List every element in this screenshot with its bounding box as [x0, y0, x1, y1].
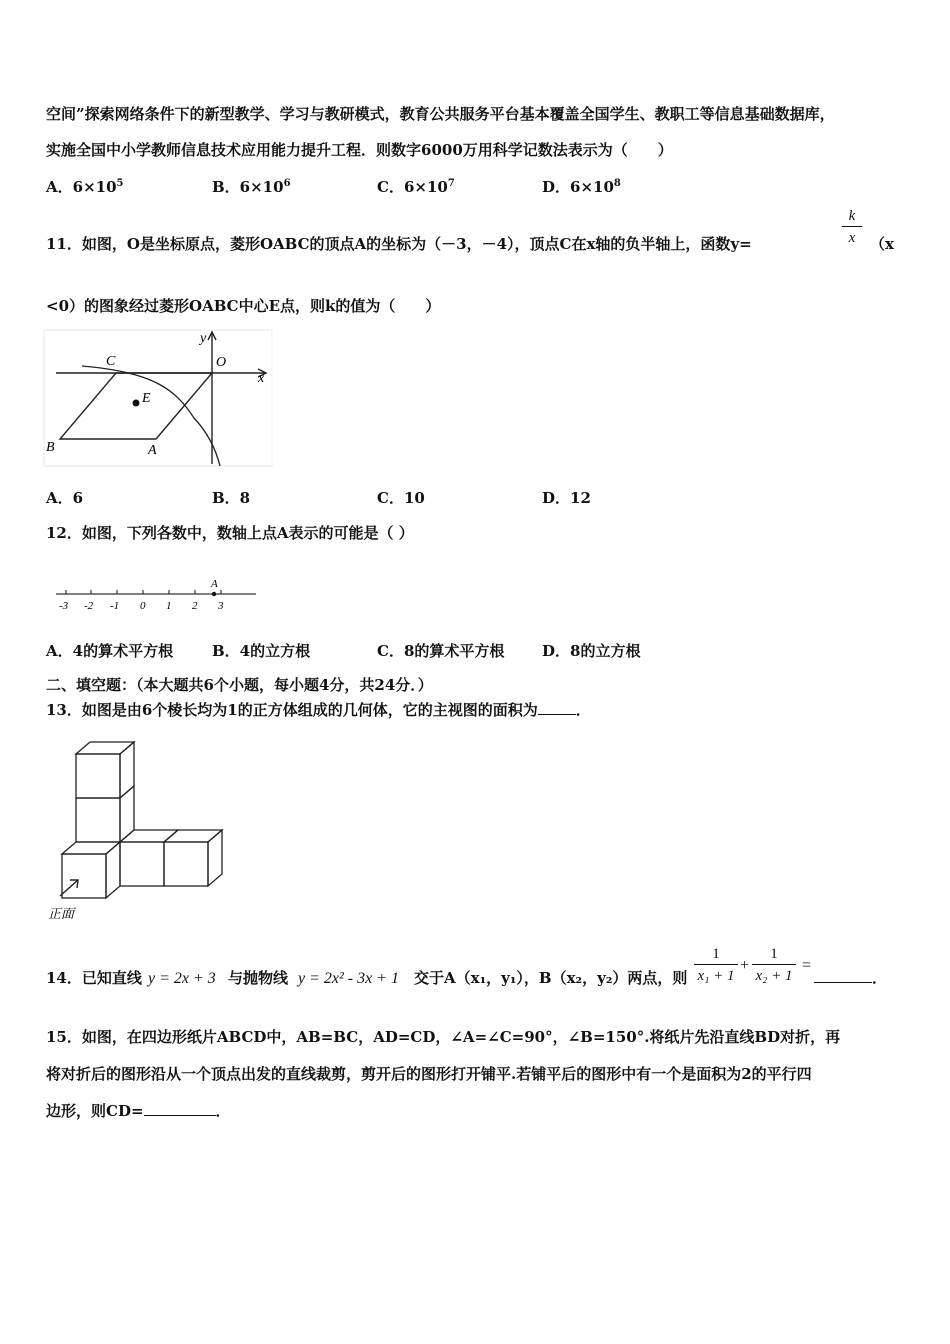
cube-side-face: [106, 842, 120, 898]
q15-line1: 15．如图，在四边形纸片ABCD中，AB=BC，AD=CD，∠A=∠C=90°，∠B=150°.将纸片先沿直线BD对折，再: [46, 1028, 841, 1046]
q14-frac2-den: x₂ + 1: [755, 968, 793, 984]
q15-line3: 边形，则CD= ．: [46, 1102, 231, 1120]
label-y: y: [200, 331, 207, 346]
q10-line1: 空间”探索网络条件下的新型教学、学习与教研模式，教育公共服务平台基本覆盖全国学生、教职工等信息基础数据库，: [46, 105, 835, 123]
cube-side-face: [120, 742, 134, 798]
front-label: 正面: [48, 906, 75, 921]
cube-front-face: [76, 798, 120, 842]
tick-label: -3: [59, 600, 69, 612]
label-o: O: [216, 355, 227, 370]
label-e: E: [142, 391, 151, 406]
q12-option-d: D．8的立方根: [542, 642, 641, 660]
q14-prefix: 14．已知直线: [46, 969, 142, 987]
cube-side-face: [208, 830, 222, 886]
q10-option-b: B．$6\times 10^6$: [212, 178, 291, 196]
q14-frac1-den: x₁ + 1: [697, 968, 735, 984]
cube-front-face: [76, 754, 120, 798]
cube-top-face: [120, 830, 178, 842]
q11-line1: 11．如图，O是坐标原点，菱形OABC的顶点A的坐标为（－3，－4），顶点C在x轴的负半轴上，函数y=: [46, 235, 752, 253]
number-line-tick-labels: [59, 600, 224, 612]
tick-label: 1: [166, 600, 172, 612]
front-arrow: [60, 880, 78, 896]
point-a-label: A: [211, 578, 218, 590]
q14-intersect: 交于A（x₁，y₁），B（x₂，y₂）两点，则: [414, 969, 688, 987]
q14-mid: 与抛物线: [228, 969, 289, 987]
label-a: A: [148, 443, 157, 458]
q13-cube-figure: [46, 740, 226, 926]
q12-option-b: B．4的立方根: [212, 642, 311, 660]
cube-front-face: [164, 842, 208, 886]
tick-label: 3: [218, 600, 224, 612]
q14-frac1-num: 1: [694, 944, 738, 965]
q11-frac-den: x: [848, 230, 856, 246]
q11-option-a: A．6: [46, 489, 84, 507]
cube-front-face: [62, 854, 106, 898]
tick-label: 0: [140, 600, 146, 612]
q12-option-c: C．8的算术平方根: [377, 642, 505, 660]
tick-label: -1: [110, 600, 120, 612]
tick-label: -2: [84, 600, 94, 612]
q11-option-d: D．12: [542, 489, 591, 507]
section-2-heading: 二、填空题：（本大题共6个小题，每小题4分，共24分．）: [46, 676, 433, 694]
q11-line2: <0）的图象经过菱形OABC中心E点，则k的值为（ ）: [46, 297, 441, 315]
q11-figure: [44, 330, 274, 468]
q14-answer-blank: [814, 968, 872, 983]
label-c: C: [106, 354, 116, 369]
q10-option-a: A．$6\times 10^5$: [46, 178, 124, 196]
label-x: x: [258, 371, 265, 386]
q13-answer-blank: [538, 700, 576, 715]
q14-fraction-2: [752, 944, 796, 987]
cube-side-face: [120, 786, 134, 842]
q10-option-d: D．$6\times 10^8$: [542, 178, 621, 196]
q12-number-line: [56, 576, 256, 616]
q14-answer: ．: [814, 968, 887, 988]
label-b: B: [46, 440, 55, 455]
q11-frac-num: k: [842, 206, 862, 227]
q14-equals: =: [802, 957, 812, 974]
q10-line2: 实施全国中小学教师信息技术应用能力提升工程．则数字6000万用科学记数法表示为（ ）: [46, 141, 673, 159]
q10-option-c: C．$6\times 10^7$: [377, 178, 455, 196]
figure-frame: [44, 330, 272, 466]
point-e: [133, 400, 140, 407]
q13-text: 13．如图是由6个棱长均为1的正方体组成的几何体，它的主视图的面积为 ．: [46, 701, 591, 719]
cube-front-face: [120, 842, 164, 886]
q15-answer-blank: [144, 1101, 216, 1116]
q11-option-b: B．8: [212, 489, 251, 507]
cube-top-face: [76, 742, 134, 754]
q12-option-a: A．4的算术平方根: [46, 642, 174, 660]
cube-top-face: [164, 830, 222, 842]
q11-fraction: [842, 206, 862, 249]
q14-fraction-1: [694, 944, 738, 987]
q14-plus: +: [740, 957, 750, 974]
q14-parabola-equation: y = 2x² - 3x + 1: [298, 970, 400, 987]
cube-top-face: [62, 842, 120, 854]
q14-frac2-num: 1: [752, 944, 796, 965]
point-a: [212, 592, 216, 596]
q14-line-equation: y = 2x + 3: [148, 970, 216, 987]
q11-line1-end: （x: [870, 235, 894, 253]
q15-line2: 将对折后的图形沿从一个顶点出发的直线裁剪，剪开后的图形打开铺平.若铺平后的图形中有一个是面积为2的平行四: [46, 1065, 812, 1083]
q12-text: 12．如图，下列各数中，数轴上点A表示的可能是（ ）: [46, 524, 414, 542]
tick-label: 2: [192, 600, 198, 612]
q11-option-c: C．10: [377, 489, 425, 507]
